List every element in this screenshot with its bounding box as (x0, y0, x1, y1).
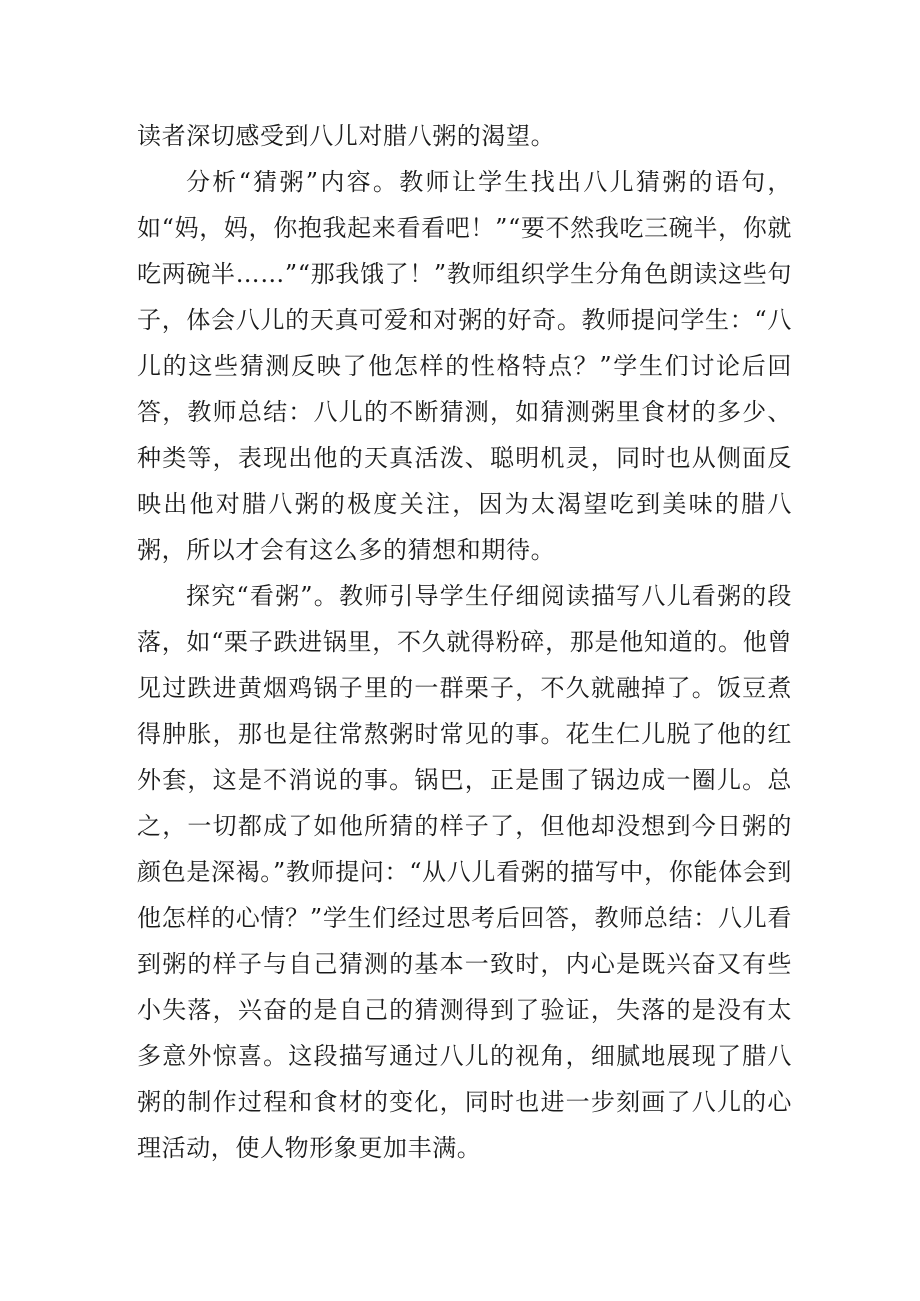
document-body (137, 113, 792, 1171)
paragraph-look-porridge: 探究“看粥”。教师引导学生仔细阅读描写八儿看粥的段落，如“栗子跌进锅里，不久就得粉碎，那是他知道的。他曾见过跌进黄烟鸡锅子里的一群栗子，不久就融掉了。饭豆煮得肿胀，那也是往常熬粥时常见的事。花生仁儿脱了他的红外套，这是不消说的事。锅巴，正是围了锅边成一圈儿。总之，一切都成了如他所猜的样子了，但他却没想到今日粥的颜色是深褐。”教师提问：“从八儿看粥的描写中，你能体会到他怎样的心情？”学生们经过思考后回答，教师总结：八儿看到粥的样子与自己猜测的基本一致时，内心是既兴奋又有些小失落，兴奋的是自己的猜测得到了验证，失落的是没有太多意外惊喜。这段描写通过八儿的视角，细腻地展现了腊八粥的制作过程和食材的变化，同时也进一步刻画了八儿的心理活动，使人物形象更加丰满。 (137, 582, 792, 1162)
paragraph-guess-porridge: 分析“猜粥”内容。教师让学生找出八儿猜粥的语句，如“妈，妈，你抱我起来看看吧！”“要不然我吃三碗半，你就吃两碗半……”“那我饿了！”教师组织学生分角色朗读这些句子，体会八儿的天真可爱和对粥的好奇。教师提问学生：“八儿的这些猜测反映了他怎样的性格特点？”学生们讨论后回答，教师总结：八儿的不断猜测，如猜测粥里食材的多少、种类等，表现出他的天真活泼、聪明机灵，同时也从侧面反映出他对腊八粥的极度关注，因为太渴望吃到美味的腊八粥，所以才会有这么多的猜想和期待。 (137, 168, 792, 564)
paragraph-continuation: 读者深切感受到八儿对腊八粥的渴望。 (137, 122, 556, 150)
